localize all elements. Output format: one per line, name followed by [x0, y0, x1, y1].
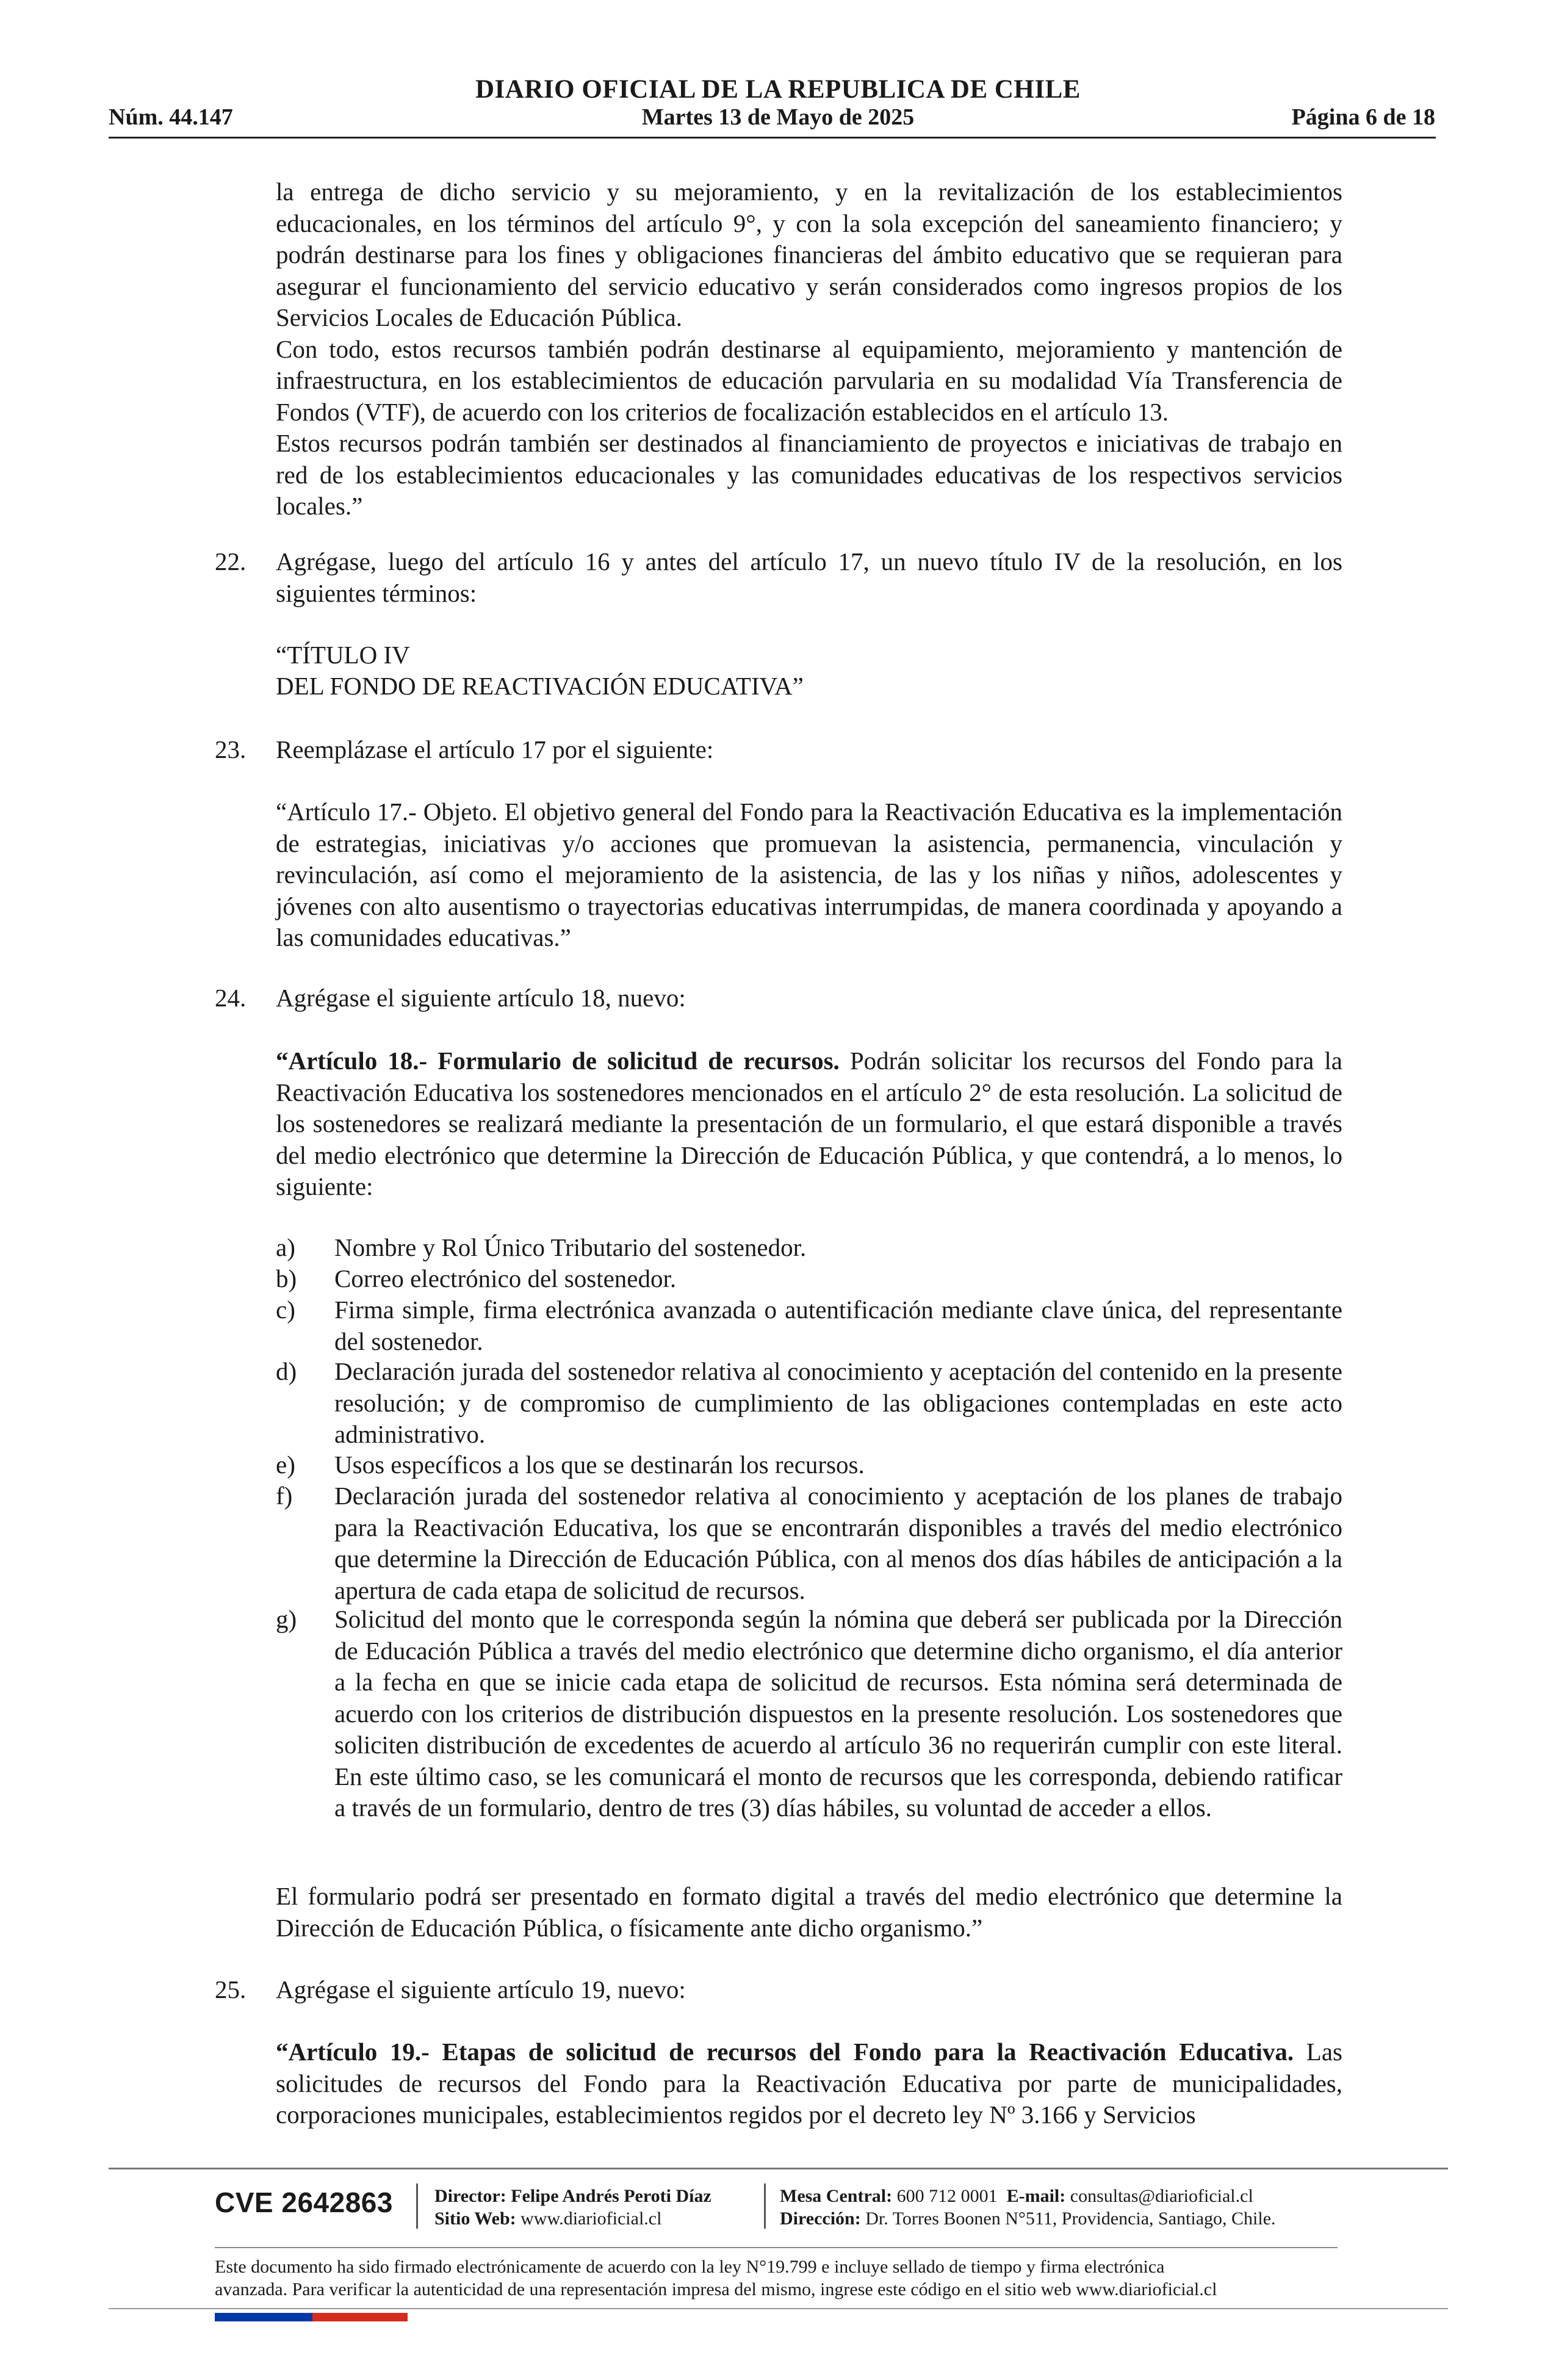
flag-stripe-red [312, 2313, 408, 2321]
list-label: e) [276, 1451, 295, 1479]
list-label: d) [276, 1357, 297, 1385]
phone-email-line [780, 2185, 1276, 2207]
director-label: Director: [434, 2186, 506, 2206]
address-label: Dirección: [780, 2209, 861, 2229]
director-name: Felipe Andrés Peroti Díaz [511, 2186, 711, 2206]
item23-text: Reemplázase el artículo 17 por el siguiente: [276, 735, 714, 763]
email-link[interactable]: consultas@diarioficial.cl [1070, 2186, 1253, 2206]
infra-paragraph: Con todo, estos recursos también podrán destinarse al equipamiento, mejoramiento y mantención de infraestructura, en los establecimientos de educación parvularia en su modalidad Vía Transferencia de Fondos (VTF), de acuerdo con los criterios de focalización establecidos en el artículo 13. [276, 334, 1342, 426]
article19-paragraph [276, 2036, 1342, 2131]
address-line [780, 2207, 1276, 2230]
director-line [434, 2185, 711, 2207]
continuation-block [276, 176, 1342, 522]
list-label: c) [276, 1296, 295, 1324]
item-number: 23. [215, 735, 247, 763]
list-text: Usos específicos a los que se destinarán los recursos. [334, 1451, 865, 1479]
website-label: Sitio Web: [434, 2209, 516, 2229]
article19-heading: “Artículo 19.- Etapas de solicitud de recursos del Fondo para la Reactivación Educativa. [276, 2038, 1294, 2066]
list-label: b) [276, 1264, 297, 1293]
list-text: Declaración jurada del sostenedor relativa al conocimiento y aceptación del contenido en la presente resolución; y de compromiso de cumplimiento de las obligaciones contempladas en este acto administrativo. [334, 1357, 1342, 1448]
list-text: Solicitud del monto que le corresponda según la nómina que deberá ser publicada por la Dirección de Educación Pública a través del medio electrónico que determine dicho organismo, el día anterior a la fecha en que se inicie cada etapa de solicitud de recursos. Esta nómina será determinada de acuerdo con los criterios de distribución dispuestos en la presente resolución. Los sostenedores que soliciten distribución de excedentes de acuerdo al artículo 36 no requerirán cumplir con este literal. En este último caso, se les comunicará el monto de recursos que les corresponda, debiendo ratificar a través de un formulario, dentro de tres (3) días hábiles, su voluntad de acceder a ellos. [334, 1605, 1342, 1822]
list-label: f) [276, 1482, 293, 1510]
director-block [434, 2185, 711, 2230]
item-number: 22. [215, 547, 247, 575]
item-number: 24. [215, 984, 247, 1012]
article18-heading: “Artículo 18.- Formulario de solicitud de recursos. [276, 1047, 840, 1075]
list-text: Declaración jurada del sostenedor relativa al conocimiento y aceptación de los planes de trabajo para la Reactivación Educativa, los que se encontrarán disponibles a través del medio electrónico que determine la Dirección de Educación Pública, con al menos dos días hábiles de anticipación a la apertura de cada etapa de solicitud de recursos. [334, 1482, 1342, 1604]
item25-text: Agrégase el siguiente artículo 19, nuevo: [276, 1975, 686, 2003]
article17-text: “Artículo 17.- Objeto. El objetivo general del Fondo para la Reactivación Educativa es la implementación de estrategias, iniciativas y/o acciones que promuevan la asistencia, permanencia, vinculación y revinculación, así como el mejoramiento de la asistencia, de las y los niñas y niños, adolescentes y jóvenes con alto ausentismo o trayectorias educativas interrumpidas, de manera coordinada y apoyando a las comunidades educativas.” [276, 798, 1342, 951]
newspaper-title: DIARIO OFICIAL DE LA REPUBLICA DE CHILE [475, 75, 1081, 104]
article18-paragraph [276, 1045, 1342, 1203]
footer-rule [109, 2168, 1448, 2169]
flag-stripe-blue [215, 2313, 312, 2321]
phone-label: Mesa Central: [780, 2186, 893, 2206]
title-iv-line2: DEL FONDO DE REACTIVACIÓN EDUCATIVA” [276, 672, 804, 700]
list-label: g) [276, 1605, 297, 1633]
item22-text: Agrégase, luego del artículo 16 y antes del artículo 17, un nuevo título IV de la resolución, en los siguientes términos: [276, 547, 1342, 607]
issue-date: Martes 13 de Mayo de 2025 [641, 104, 915, 130]
article18-text: Podrán solicitar los recursos del Fondo para la Reactivación Educativa los sostenedores mencionados en el artículo 2° de esta resolución. La solicitud de los sostenedores se realizará mediante la presentación de un formulario, el que estará disponible a través del medio electrónico que determine la Dirección de Educación Pública, y que contendrá, a lo menos, lo siguiente: [276, 1047, 1342, 1200]
item24-text: Agrégase el siguiente artículo 18, nuevo: [276, 984, 686, 1012]
page-number: Página 6 de 18 [1291, 104, 1435, 130]
cve-code: CVE 2642863 [215, 2187, 393, 2218]
footer-separator [416, 2183, 418, 2229]
website-link[interactable]: www.diarioficial.cl [520, 2209, 662, 2229]
projects-paragraph: Estos recursos podrán también ser destinados al financiamiento de proyectos e iniciativas de trabajo en red de los establecimientos educacionales y las comunidades educativas de los respectivos servicios locales.” [276, 429, 1342, 520]
header-rule [109, 137, 1436, 139]
address-text: Dr. Torres Boonen N°511, Providencia, Santiago, Chile. [865, 2209, 1276, 2229]
intro-paragraph: la entrega de dicho servicio y su mejoramiento, y en la revitalización de los establecimientos educacionales, en los términos del artículo 9°, y con la sola excepción del saneamiento financiero; y podrán destinarse para los fines y obligaciones financieras del ámbito educativo que se requieran para asegurar el funcionamiento del servicio educativo y serán considerados como ingresos propios de los Servicios Locales de Educación Pública. [276, 178, 1342, 331]
footer-bottom-rule [109, 2308, 1448, 2309]
item-number: 25. [215, 1975, 247, 2003]
website-line [434, 2207, 711, 2230]
footer-separator [764, 2183, 766, 2229]
email-label: E-mail: [1006, 2186, 1066, 2206]
phone-number: 600 712 0001 [896, 2186, 998, 2206]
article19-text: Las solicitudes de recursos del Fondo para la Reactivación Educativa por parte de municipalidades, corporaciones municipales, establecimientos regidos por el decreto ley Nº 3.166 y Servicios [276, 2038, 1342, 2129]
legal-line: avanzada. Para verificar la autenticidad de una representación impresa del mismo, ingrese este código en el sitio web www.diarioficial.cl [215, 2279, 1217, 2299]
legal-line: Este documento ha sido firmado electrónicamente de acuerdo con la ley N°19.799 e incluye sellado de tiempo y firma electrónica [215, 2257, 1165, 2277]
issue-number: Núm. 44.147 [109, 104, 233, 130]
article18-closing: El formulario podrá ser presentado en formato digital a través del medio electrónico que determine la Dirección de Educación Pública, o físicamente ante dicho organismo.” [276, 1882, 1342, 1942]
list-text: Firma simple, firma electrónica avanzada o autentificación mediante clave única, del representante del sostenedor. [334, 1296, 1342, 1355]
list-text: Correo electrónico del sostenedor. [334, 1264, 677, 1293]
legal-notice [215, 2256, 1374, 2301]
title-iv-line1: “TÍTULO IV [276, 641, 410, 669]
list-text: Nombre y Rol Único Tributario del sostenedor. [334, 1233, 807, 1261]
contact-block [780, 2185, 1276, 2230]
footer-rule [215, 2247, 1338, 2248]
list-label: a) [276, 1233, 295, 1261]
